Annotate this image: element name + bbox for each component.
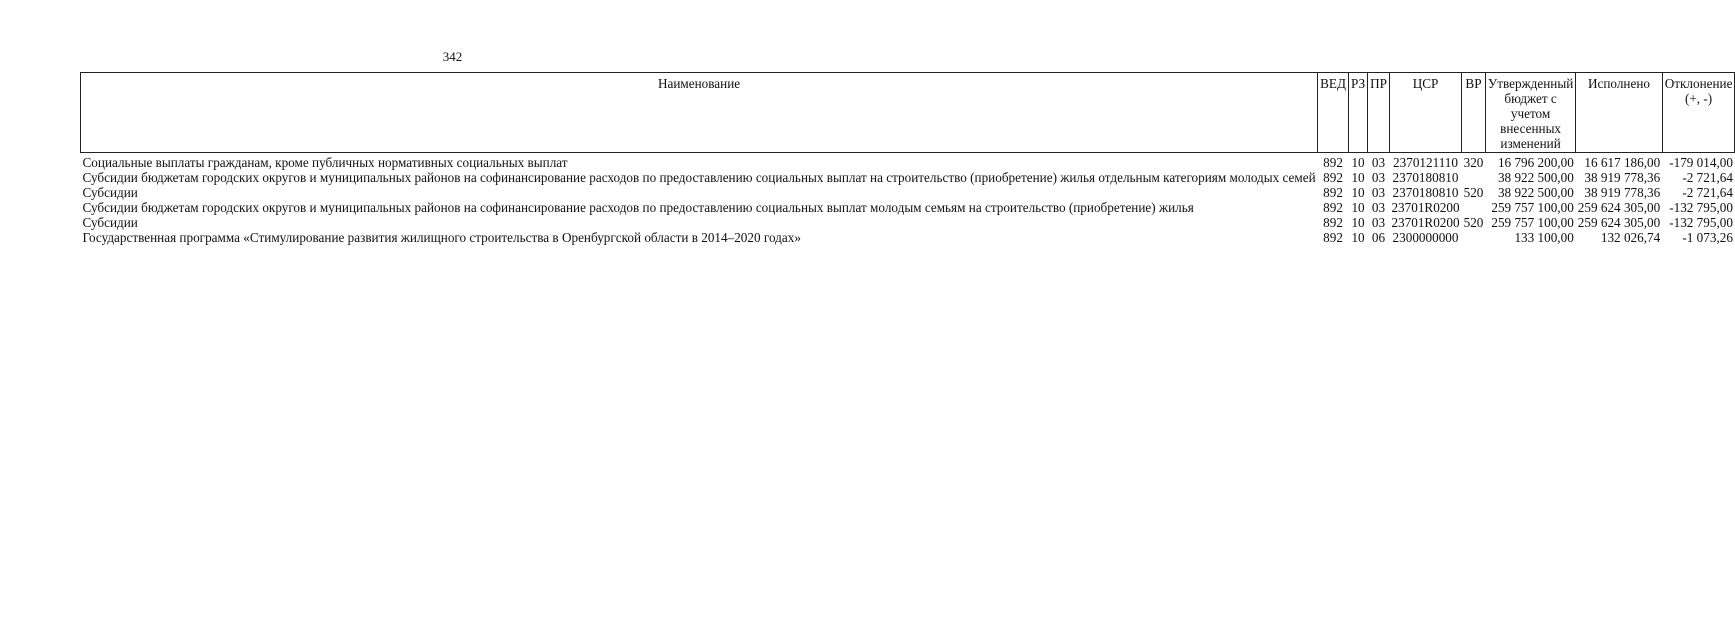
row-rz: 10	[1351, 170, 1365, 185]
budget-table	[80, 72, 1735, 245]
row-name: Социальные выплаты гражданам, кроме публичных нормативных социальных выплат	[82, 155, 568, 170]
row-vr	[1462, 170, 1486, 185]
row-executed: 38 919 778,36	[1584, 170, 1661, 185]
header-vr: ВР	[1462, 73, 1486, 153]
row-executed: 16 617 186,00	[1584, 155, 1661, 170]
row-approved: 38 922 500,00	[1497, 185, 1574, 200]
header-name: Наименование	[81, 73, 1318, 153]
row-approved: 259 757 100,00	[1491, 215, 1574, 230]
row-rz: 10	[1351, 155, 1365, 170]
header-executed: Исполнено	[1576, 73, 1662, 153]
table-row	[81, 200, 1735, 215]
row-vr: 520	[1463, 185, 1484, 200]
row-vr: 320	[1463, 155, 1484, 170]
row-executed: 259 624 305,00	[1577, 215, 1661, 230]
row-vr: 520	[1463, 215, 1484, 230]
row-pr: 06	[1371, 230, 1386, 245]
table-row	[81, 230, 1735, 245]
header-pr: ПР	[1368, 73, 1390, 153]
row-csr: 2370180810	[1392, 170, 1459, 185]
row-csr: 2300000000	[1392, 230, 1459, 245]
page-number: 342	[442, 49, 463, 64]
row-name: Государственная программа «Стимулирование развития жилищного строительства в Оренбургской области в 2014–2020 годах»	[82, 230, 801, 245]
row-rz: 10	[1351, 230, 1365, 245]
row-pr: 03	[1371, 200, 1386, 215]
row-rz: 10	[1351, 215, 1365, 230]
row-pr: 03	[1371, 185, 1386, 200]
row-pr: 03	[1371, 155, 1386, 170]
row-csr: 2370180810	[1392, 185, 1459, 200]
header-ved: ВЕД	[1318, 73, 1349, 153]
row-pr: 03	[1371, 170, 1386, 185]
row-ved: 892	[1323, 170, 1343, 185]
table-row	[81, 185, 1735, 200]
row-ved: 892	[1323, 215, 1343, 230]
row-approved: 38 922 500,00	[1497, 170, 1574, 185]
row-deviation: -132 795,00	[1669, 215, 1733, 230]
row-rz: 10	[1351, 185, 1365, 200]
row-approved: 133 100,00	[1514, 230, 1574, 245]
header-approved: Утвержденный бюджет с учетом внесенных изменений	[1485, 73, 1575, 153]
row-name: Субсидии	[82, 185, 138, 200]
header-deviation: Отклонение (+, -)	[1662, 73, 1735, 153]
row-name: Субсидии	[82, 215, 138, 230]
row-ved: 892	[1323, 200, 1343, 215]
row-ved: 892	[1323, 155, 1343, 170]
row-rz: 10	[1351, 200, 1365, 215]
row-csr: 23701R0200	[1391, 215, 1460, 230]
row-name: Субсидии бюджетам городских округов и муниципальных районов на софинансирование расходов по предоставлению социальных выплат молодым семьям на строительство (приобретение) жилья	[82, 200, 1194, 215]
row-executed: 38 919 778,36	[1584, 185, 1661, 200]
row-deviation: -1 073,26	[1682, 230, 1733, 245]
table-row	[81, 215, 1735, 230]
header-csr: ЦСР	[1389, 73, 1461, 153]
row-executed: 132 026,74	[1600, 230, 1661, 245]
row-executed: 259 624 305,00	[1577, 200, 1661, 215]
row-name: Субсидии бюджетам городских округов и муниципальных районов на софинансирование расходов по предоставлению социальных выплат на строительство (приобретение) жилья отдельным категориям молодых семей	[82, 170, 1316, 185]
row-pr: 03	[1371, 215, 1386, 230]
row-vr	[1462, 230, 1486, 245]
row-deviation: -179 014,00	[1669, 155, 1733, 170]
row-approved: 259 757 100,00	[1491, 200, 1574, 215]
row-csr: 23701R0200	[1391, 200, 1460, 215]
row-deviation: -132 795,00	[1669, 200, 1733, 215]
row-vr	[1462, 200, 1486, 215]
header-rz: РЗ	[1348, 73, 1367, 153]
row-approved: 16 796 200,00	[1497, 155, 1574, 170]
header-row	[81, 73, 1735, 153]
table-row	[81, 170, 1735, 185]
table-row	[81, 155, 1735, 170]
row-ved: 892	[1323, 185, 1343, 200]
row-ved: 892	[1323, 230, 1343, 245]
row-csr: 2370121110	[1393, 155, 1458, 170]
row-deviation: -2 721,64	[1682, 170, 1733, 185]
row-deviation: -2 721,64	[1682, 185, 1733, 200]
